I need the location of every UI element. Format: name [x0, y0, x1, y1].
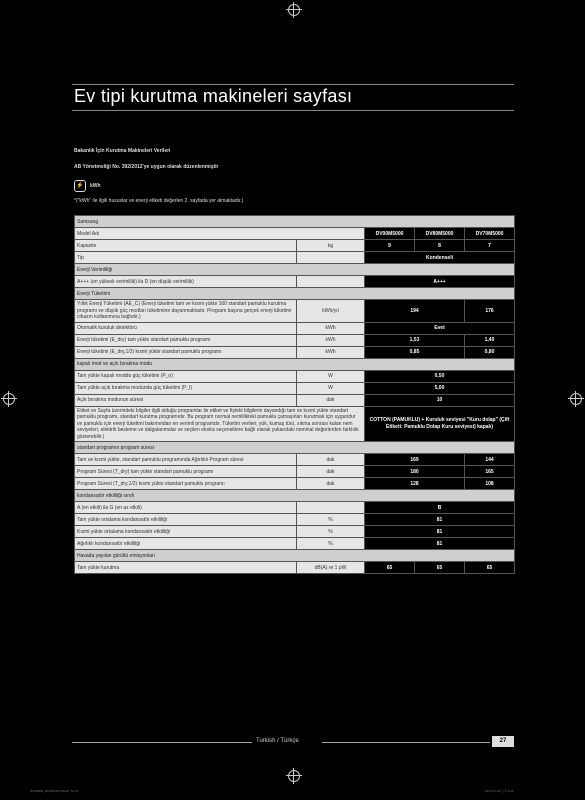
row-value: Evet [365, 322, 515, 334]
registration-mark-right [570, 393, 582, 405]
table-row [75, 300, 515, 323]
page-number: 27 [492, 736, 514, 747]
model-label: Model Adı [75, 228, 365, 240]
table-row [75, 382, 515, 394]
registration-mark-top [288, 4, 300, 16]
row-unit: % [297, 538, 365, 550]
footer-divider-left [72, 742, 252, 743]
row-unit: dak [297, 394, 365, 406]
row-value: 180 [365, 466, 465, 478]
row-value: 65 [415, 562, 465, 574]
row-value: 65 [365, 562, 415, 574]
row-value: A+++ [365, 276, 515, 288]
page-title: Ev tipi kurutma makineleri sayfası [74, 86, 353, 106]
row-unit: % [297, 514, 365, 526]
fiche-program-value: COTTON (PAMUKLU) + Kuruluk seviyesi "Kuru dolap" (Çift Etiketi: Pamuklu Dolap Kuru seviyesi) kapalı) [365, 406, 515, 442]
row-label: Program Süresi (T_dry) tam yükte standart pamuklu programı [75, 466, 297, 478]
energy-logo-row [74, 180, 101, 192]
section-label: Havada yayılan gürültü emisyonları [75, 550, 515, 562]
logo-label: kWh [90, 183, 101, 189]
file-info-left: DV5000M_DC68-03717M-02_TR 27 [30, 789, 79, 793]
table-row [75, 562, 515, 574]
table-row [75, 394, 515, 406]
registration-mark-left [3, 393, 15, 405]
section-row [75, 550, 515, 562]
model-name-1: DV90M5000 [365, 228, 415, 240]
table-row [75, 252, 515, 264]
row-value: 176 [465, 300, 515, 323]
row-unit [297, 502, 365, 514]
fiche-row [75, 406, 515, 442]
row-unit [297, 252, 365, 264]
table-row [75, 466, 515, 478]
row-value: 9 [365, 240, 415, 252]
row-value: 165 [465, 466, 515, 478]
section-row [75, 264, 515, 276]
row-label: Ağırlıklı kondansatör etkililiği [75, 538, 297, 550]
table-row [75, 370, 515, 382]
row-value: 1,40 [465, 334, 515, 346]
row-label: Tam yükte açık bırakma modunda güç tüketimi (P_l) [75, 382, 297, 394]
spec-table [74, 215, 515, 574]
section-label: Enerji Tüketimi [75, 288, 515, 300]
energy-label-icon: ⚡ [74, 180, 86, 192]
table-row [75, 346, 515, 358]
footer-divider-right [322, 742, 490, 743]
row-unit: kWh [297, 346, 365, 358]
row-value: 5,00 [365, 382, 515, 394]
section-row [75, 288, 515, 300]
row-label: Tam yükte kurutma [75, 562, 297, 574]
row-label: Tam yükte ortalama kondansatör etkililiği [75, 514, 297, 526]
brand-row [75, 216, 515, 228]
row-label: Açık bırakma modunun süresi [75, 394, 297, 406]
row-label: Program Süresi (T_dry,1/2) kısmi yükte standart pamuklu programı [75, 478, 297, 490]
row-value: 0,50 [365, 370, 515, 382]
table-row [75, 538, 515, 550]
section-label: kondansatör etkililiği sınıfı [75, 490, 515, 502]
row-label: Tip [75, 252, 297, 264]
row-unit: dak [297, 478, 365, 490]
row-value: 1,53 [365, 334, 465, 346]
row-label: Yıllık Enerji Tüketimi (AE_C) (Enerji tüketimi tam ve kısmi yükte 160 standart pamuklu kurutma programı ve düşük güç modları tüketimine dayanmaktadır. Program başına gerçek enerji tüketimi cihazın kullanımına bağlıdır.) [75, 300, 297, 323]
row-value: 65 [465, 562, 515, 574]
row-label: Kısmi yükte ortalama kondansatör etkililiği [75, 526, 297, 538]
model-row [75, 228, 515, 240]
row-label: Otomatik kuruluk detektörü [75, 322, 297, 334]
section-label: standart programın program süresi [75, 442, 515, 454]
row-label: Enerji tüketimi (E_dry) tam yükte standart pamuklu programı [75, 334, 297, 346]
table-row [75, 478, 515, 490]
note-text: *("kWh" ile ilgili hususlar ve enerji etiketi değerleri 2. sayfada yer almaktadır.) [74, 198, 244, 204]
row-value: Kondenseli [365, 252, 515, 264]
row-unit: kWh/yıl [297, 300, 365, 323]
table-row [75, 322, 515, 334]
registration-mark-bottom [288, 770, 300, 782]
row-label: A (en etkili) ila G (en az etkili) [75, 502, 297, 514]
fiche-description: Etiket ve Sayfa üzerindeki bilgiler ilgili olduğu programlar ile etiket ve fişteki bilgilerin dayandığı tam ve kısmi yükte standart pamuklu programı, standart kurutma programıdır. Bu program normal nemlilikteki pamuklu çamaşırları kurutmak için uygundur ve pamuklu için enerji tüketimi bakımından en verimli programdır. Tüketim verileri; yük, kumaş türü, sıkma sonrası kalan nem seviyeleri, elektrik besleme ve dalgalanmalar ve seçilen ekstra seçeneklere bağlı olarak yukarıdaki nominal değerlerden farklılık gösterebilir.) [75, 406, 365, 442]
row-value: 81 [365, 526, 515, 538]
row-unit: dak [297, 466, 365, 478]
footer-language: Turkish / Türkçe [256, 738, 299, 744]
row-value: 144 [465, 454, 515, 466]
section-row [75, 490, 515, 502]
row-unit: kWh [297, 334, 365, 346]
row-value: 0,85 [365, 346, 465, 358]
intro-line-2: AB Yönetmeliği No. 392/2012'ye uygun olarak düzenlenmiştir [74, 164, 219, 170]
row-value: 8 [415, 240, 465, 252]
model-name-2: DV80M5000 [415, 228, 465, 240]
row-unit: % [297, 526, 365, 538]
row-label: Tam yükte kapalı modda güç tüketimi (P_o) [75, 370, 297, 382]
table-row [75, 526, 515, 538]
row-unit: W [297, 382, 365, 394]
table-row [75, 334, 515, 346]
row-unit: dak [297, 454, 365, 466]
intro-line-1: Bakanlık İçin Kurutma Makineleri Verileri [74, 148, 171, 154]
model-name-3: DV70M5000 [465, 228, 515, 240]
row-label: Kapasite [75, 240, 297, 252]
row-value: 81 [365, 514, 515, 526]
row-unit: kWh [297, 322, 365, 334]
row-unit: W [297, 370, 365, 382]
row-value: B [365, 502, 515, 514]
section-label: Enerji Verimliliği [75, 264, 515, 276]
brand-cell: Samsung [75, 216, 515, 228]
row-label: Enerji tüketimi (E_dry,1/2) kısmi yükte standart pamuklu programı [75, 346, 297, 358]
row-unit: dB(A) re 1 pW [297, 562, 365, 574]
row-value: 10 [365, 394, 515, 406]
row-value: 81 [365, 538, 515, 550]
row-value: 0,80 [465, 346, 515, 358]
row-value: 194 [365, 300, 465, 323]
section-row [75, 442, 515, 454]
table-row [75, 502, 515, 514]
table-row [75, 454, 515, 466]
row-value: 169 [365, 454, 465, 466]
table-row [75, 514, 515, 526]
row-label: Tam ve kısmi yükte, standart pamuklu programında Ağırlıklı Program süresi [75, 454, 297, 466]
row-value: 108 [465, 478, 515, 490]
row-unit [297, 276, 365, 288]
row-label: A+++ (en yüksek verimlilik) ila D (en düşük verimlilik) [75, 276, 297, 288]
file-info-right: 2017-07-19 오후 3:25 [485, 789, 514, 793]
row-value: 7 [465, 240, 515, 252]
section-label: kapalı mod ve açık bırakma modu [75, 358, 515, 370]
table-row [75, 276, 515, 288]
row-value: 128 [365, 478, 465, 490]
table-row [75, 240, 515, 252]
row-unit: kg [297, 240, 365, 252]
section-row [75, 358, 515, 370]
